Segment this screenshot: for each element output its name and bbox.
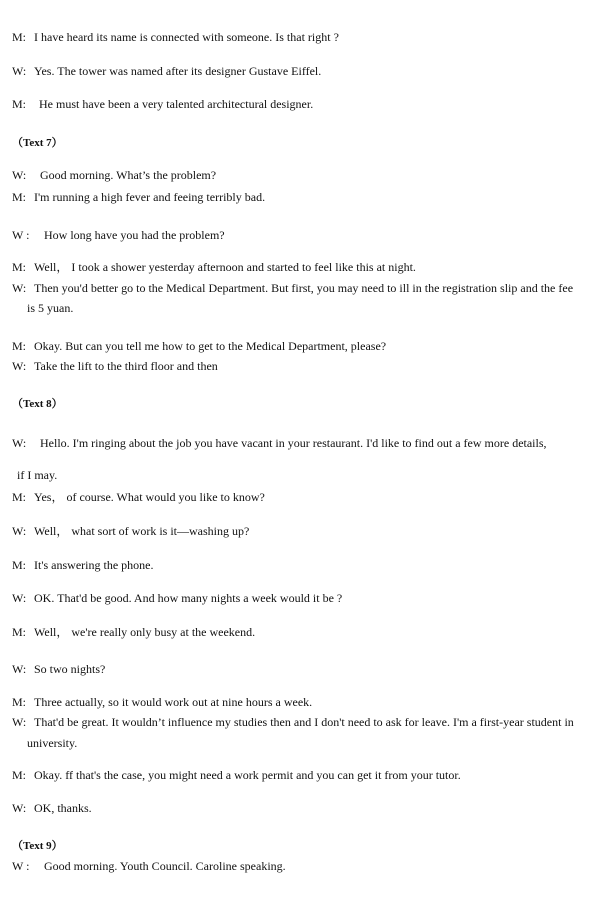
utterance-text: Take the lift to the third floor and then (34, 359, 218, 373)
dialogue-line (12, 260, 416, 274)
dialogue-line (12, 359, 218, 373)
dialogue-line (12, 168, 216, 182)
dialogue-continuation: if I may. (17, 468, 58, 482)
dialogue-line (12, 490, 265, 504)
utterance-text: Well， what sort of work is it—washing up? (34, 524, 250, 538)
section-heading: （Text 7） (12, 137, 63, 149)
dialogue-line (12, 625, 255, 639)
utterance-text: Yes. The tower was named after its designer Gustave Eiffel. (34, 64, 322, 78)
utterance-text: Then you'd better go to the Medical Department. But first, you may need to ill in the registration slip and the fee (34, 281, 574, 295)
utterance-text: OK. That'd be good. And how many nights a week would it be ? (34, 591, 343, 605)
utterance-text: Well， I took a shower yesterday afternoon and started to feel like this at night. (34, 260, 416, 274)
utterance-text: Hello. I'm ringing about the job you have vacant in your restaurant. I'd like to find out a few more details, (40, 436, 547, 450)
utterance-text: That'd be great. It wouldn’t influence my studies then and I don't need to ask for leave. I'm a first-year student in (34, 715, 574, 729)
speaker-label: W: (12, 168, 27, 182)
speaker-label: W: (12, 359, 27, 373)
utterance-text: Okay. ff that's the case, you might need a work permit and you can get it from your tutor. (34, 768, 461, 782)
utterance-text: OK, thanks. (34, 801, 92, 815)
speaker-label: W : (12, 228, 30, 242)
speaker-label: M: (12, 30, 27, 44)
speaker-label: W: (12, 524, 27, 538)
speaker-label: M: (12, 339, 27, 353)
speaker-label: M: (12, 490, 27, 504)
speaker-label: M: (12, 260, 27, 274)
utterance-text: He must have been a very talented architectural designer. (39, 97, 314, 111)
speaker-label: M: (12, 695, 27, 709)
speaker-label: W: (12, 436, 27, 450)
utterance-text: How long have you had the problem? (44, 228, 225, 242)
speaker-label: W: (12, 64, 27, 78)
utterance-text: So two nights? (34, 662, 106, 676)
utterance-text: It's answering the phone. (34, 558, 154, 572)
speaker-label: W : (12, 859, 30, 873)
utterance-text: I'm running a high fever and feeing terribly bad. (34, 190, 266, 204)
speaker-label: W: (12, 801, 27, 815)
utterance-text: Yes， of course. What would you like to know? (34, 490, 265, 504)
dialogue-line (12, 30, 339, 44)
dialogue-line (12, 228, 225, 242)
dialogue-line (12, 339, 386, 353)
speaker-label: M: (12, 768, 27, 782)
utterance-text: Well， we're really only busy at the weekend. (34, 625, 256, 639)
speaker-label: M: (12, 97, 27, 111)
dialogue-continuation: university. (27, 736, 78, 750)
dialogue-line (12, 695, 312, 709)
dialogue-line (12, 801, 92, 815)
dialogue-line (12, 436, 547, 450)
dialogue-line (12, 190, 265, 204)
dialogue-line (12, 64, 321, 78)
utterance-text: Okay. But can you tell me how to get to the Medical Department, please? (34, 339, 387, 353)
speaker-label: W: (12, 591, 27, 605)
speaker-label: M: (12, 558, 27, 572)
speaker-label: M: (12, 190, 27, 204)
dialogue-line (12, 558, 153, 572)
dialogue-continuation: is 5 yuan. (27, 301, 74, 315)
speaker-label: W: (12, 281, 27, 295)
utterance-text: I have heard its name is connected with someone. Is that right ? (34, 30, 339, 44)
utterance-text: Three actually, so it would work out at nine hours a week. (34, 695, 313, 709)
speaker-label: W: (12, 715, 27, 729)
dialogue-line (12, 662, 105, 676)
dialogue-line (12, 97, 313, 111)
section-heading: （Text 8） (12, 398, 63, 410)
dialogue-line (12, 524, 249, 538)
dialogue-line (12, 715, 574, 729)
speaker-label: M: (12, 625, 27, 639)
section-heading: （Text 9） (12, 840, 63, 852)
utterance-text: Good morning. Youth Council. Caroline speaking. (44, 859, 286, 873)
dialogue-line (12, 281, 573, 295)
dialogue-line (12, 859, 286, 873)
dialogue-line (12, 768, 461, 782)
utterance-text: Good morning. What’s the problem? (40, 168, 217, 182)
speaker-label: W: (12, 662, 27, 676)
dialogue-line (12, 591, 342, 605)
